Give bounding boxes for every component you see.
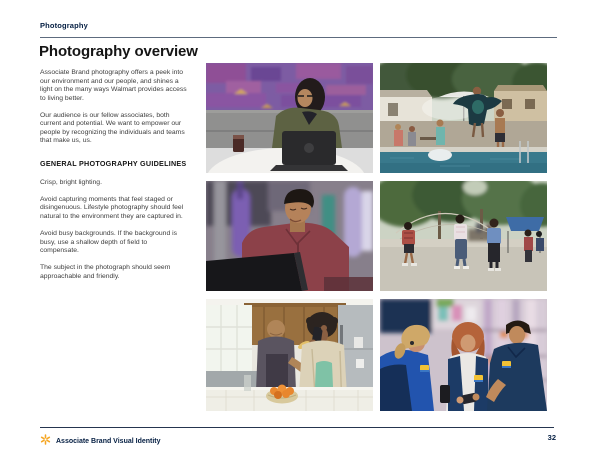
photo-man-laptop: [206, 181, 373, 291]
section-label: Photography: [40, 21, 88, 30]
photo-grid: [206, 63, 547, 411]
footer-brand: [40, 432, 161, 450]
photo-kitchen: [206, 299, 373, 411]
intro-paragraph: Associate Brand photography offers a peek into our environment and our people, and shines a light on the many ways Walmart provides access to living better.: [40, 69, 187, 102]
photo-jump-rope: [380, 181, 547, 291]
intro-paragraph: Our audience is our fellow associates, both current and potential. We want to empower our people by recognizing the individuals and teams that make us, us.: [40, 111, 185, 145]
body-text-column: [40, 69, 187, 290]
page-number: 32: [547, 433, 556, 442]
photo-pool-jump: [380, 63, 547, 173]
guidelines-heading: GENERAL PHOTOGRAPHY GUIDELINES: [40, 159, 187, 168]
guideline-item: The subject in the photograph should seem approachable and friendly.: [40, 264, 171, 280]
photo-associates-store: [380, 299, 547, 411]
page-title: Photography overview: [39, 43, 198, 60]
guideline-item: Avoid capturing moments that feel staged or disingenuous. Lifestyle photography should feel natural to the environment they are captured in.: [40, 195, 184, 220]
walmart-spark-icon: [40, 432, 51, 450]
footer-brand-label: Associate Brand Visual Identity: [56, 437, 161, 445]
header-divider: [40, 37, 557, 38]
guideline-item: Avoid busy backgrounds. If the background is busy, use a shallow depth of field to compensate.: [40, 229, 178, 255]
guideline-item: Crisp, bright lighting.: [40, 178, 102, 186]
photo-mural-laptop: [206, 63, 373, 173]
footer-divider: [40, 427, 554, 428]
